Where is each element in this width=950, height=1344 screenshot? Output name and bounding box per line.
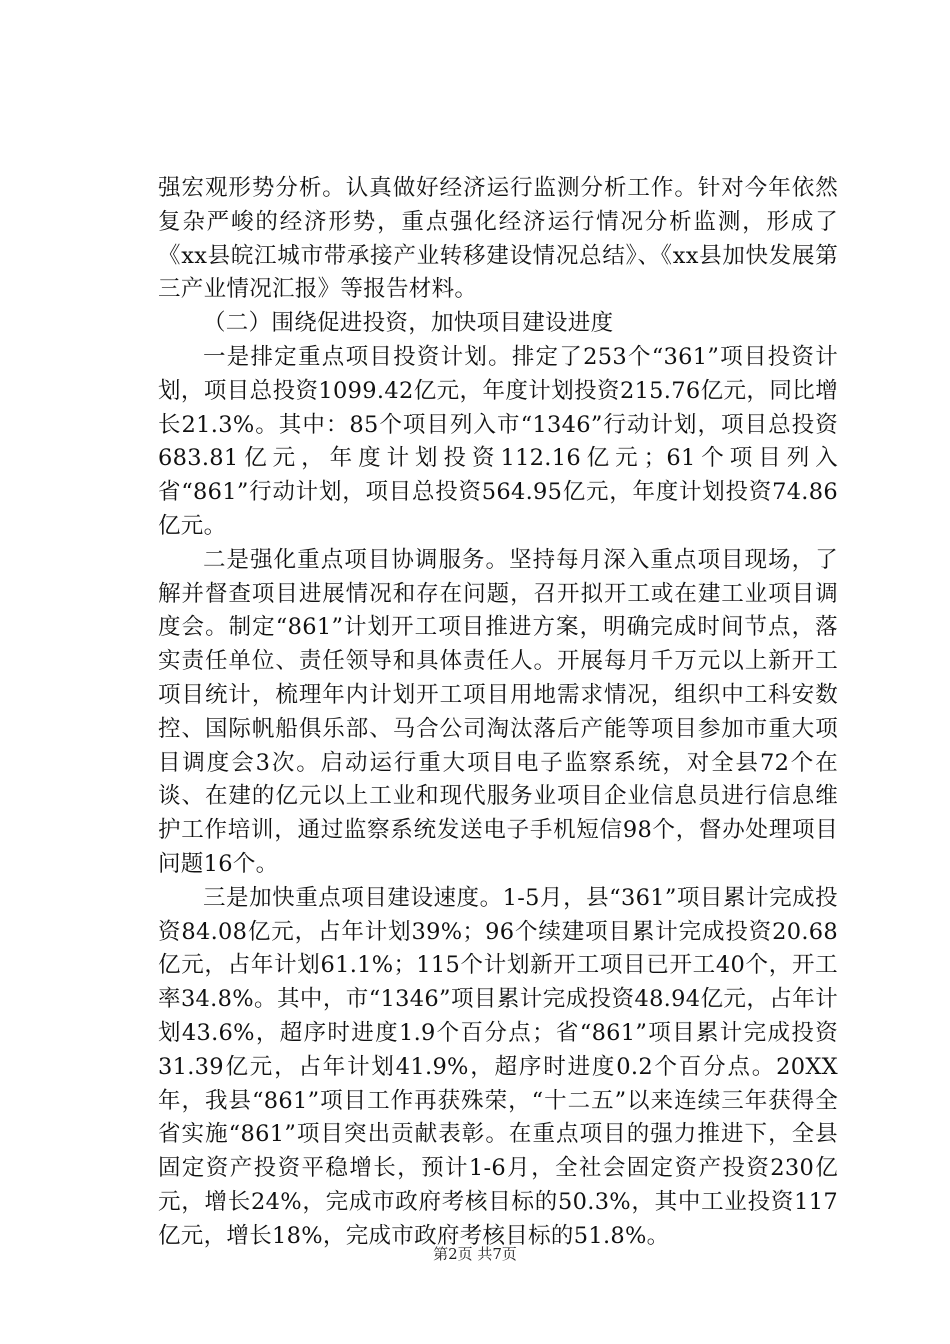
paragraph-investment-plan: 一是排定重点项目投资计划。排定了253个“361”项目投资计划，项目总投资1099.42亿元，年度计划投资215.76亿元，同比增长21.3%。其中：85个项目列入市“1346”行动计划，项目总投资683.81亿元，年度计划投资112.16亿元；61个项目列入省“861”行动计划，项目总投资564.95亿元，年度计划投资74.86亿元。 — [158, 343, 838, 539]
paragraph-coordination-service: 二是强化重点项目协调服务。坚持每月深入重点项目现场，了解并督查项目进展情况和存在问题，召开拟开工或在建工业项目调度会。制定“861”计划开工项目推进方案，明确完成时间节点，落实责任单位、责任领导和具体责任人。开展每月千万元以上新开工项目统计，梳理年内计划开工项目用地需求情况，组织中工科安数控、国际帆船俱乐部、马合公司淘汰落后产能等项目参加市重大项目调度会3次。启动运行重大项目电子监察系统，对全县72个在谈、在建的亿元以上工业和现代服务业项目企业信息员进行信息维护工作培训，通过监察系统发送电子手机短信98个，督办处理项目问题16个。 — [158, 546, 838, 877]
paragraph-construction-speed: 三是加快重点项目建设速度。1-5月，县“361”项目累计完成投资84.08亿元，占年计划39%；96个续建项目累计完成投资20.68亿元，占年计划61.1%；115个计划新开工项目已开工40个，开工率34.8%。其中，市“1346”项目累计完成投资48.94亿元，占年计划43.6%，超序时进度1.9个百分点；省“861”项目累计完成投资31.39亿元，占年计划41.9%，超序时进度0.2个百分点。20XX年，我县“861”项目工作再获殊荣，“十二五”以来连续三年获得全省实施“861”项目突出贡献表彰。在重点项目的强力推进下，全县固定资产投资平稳增长，预计1-6月，全社会固定资产投资230亿元，增长24%，完成市政府考核目标的50.3%，其中工业投资117亿元，增长18%，完成市政府考核目标的51.8%。 — [158, 884, 838, 1249]
document-body — [158, 172, 838, 1254]
section-heading-investment: （二）围绕促进投资，加快项目建设进度 — [203, 310, 614, 337]
paragraph-economic-analysis: 强宏观形势分析。认真做好经济运行监测分析工作。针对今年依然复杂严峻的经济形势，重点强化经济运行情况分析监测，形成了《xx县皖江城市带承接产业转移建设情况总结》、《xx县加快发展第三产业情况汇报》等报告材料。 — [158, 175, 838, 303]
page-number-footer: 第2页 共7页 — [433, 1245, 517, 1263]
